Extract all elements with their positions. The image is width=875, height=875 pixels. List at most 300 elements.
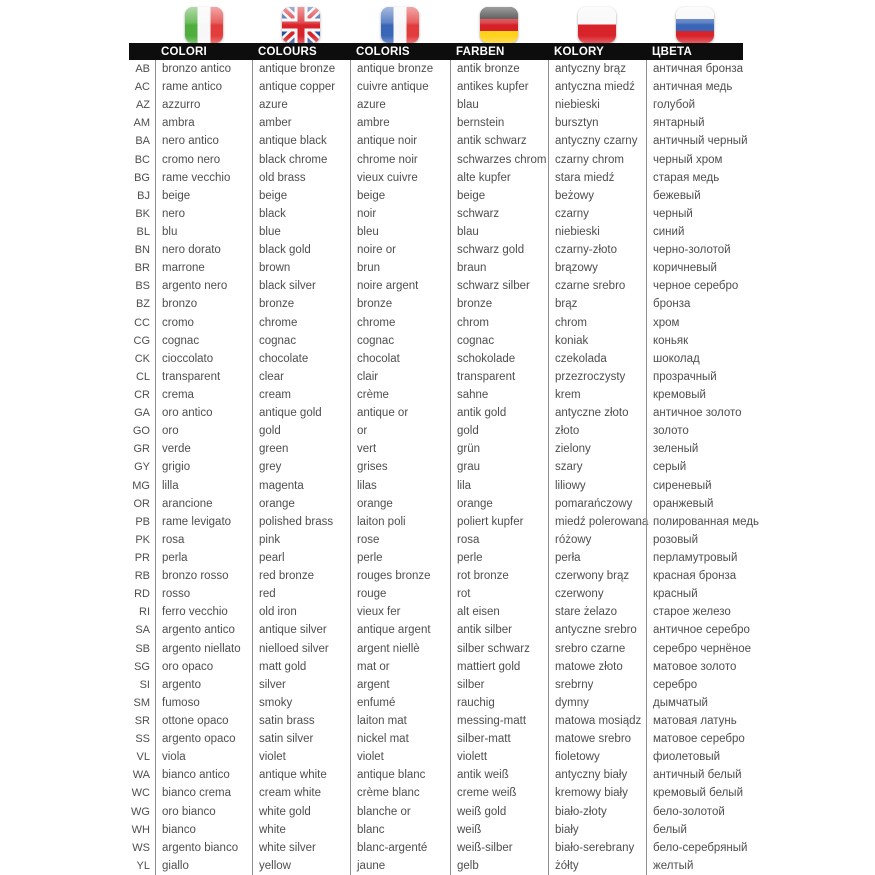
cell-fr: nickel mat [350, 730, 450, 748]
cell-ru: матовое золото [646, 658, 875, 676]
cell-fr: bronze [350, 295, 450, 313]
table-row [129, 477, 875, 495]
cell-it: bianco crema [155, 784, 252, 802]
cell-fr: laiton poli [350, 513, 450, 531]
table-row [129, 114, 875, 132]
cell-en: cognac [252, 332, 350, 350]
table-row [129, 458, 875, 476]
cell-fr: jaune [350, 857, 450, 875]
table-row [129, 96, 875, 114]
table-row [129, 640, 875, 658]
cell-fr: mat or [350, 658, 450, 676]
cell-de: schwarz gold [450, 241, 548, 259]
cell-it: bronzo [155, 295, 252, 313]
cell-de: creme weiß [450, 784, 548, 802]
table-row [129, 676, 875, 694]
cell-en: cream white [252, 784, 350, 802]
cell-fr: orange [350, 495, 450, 513]
cell-ru: матовая латунь [646, 712, 875, 730]
cell-it: oro [155, 422, 252, 440]
cell-de: antikes kupfer [450, 78, 548, 96]
cell-code: CK [134, 352, 150, 365]
column-header-fr: COLORIS [356, 45, 410, 58]
cell-de: bronze [450, 295, 548, 313]
cell-de: silber [450, 676, 548, 694]
cell-de: schokolade [450, 350, 548, 368]
cell-code: SM [133, 696, 150, 709]
cell-it: bianco [155, 821, 252, 839]
cell-en: satin silver [252, 730, 350, 748]
table-row [129, 585, 875, 603]
cell-it: oro bianco [155, 802, 252, 820]
cell-ru: кремовый белый [646, 784, 875, 802]
cell-pl: antyczny brąz [548, 60, 646, 78]
cell-fr: vert [350, 440, 450, 458]
cell-code: RI [139, 606, 150, 619]
cell-code: GY [134, 461, 150, 474]
cell-code: CL [135, 370, 150, 383]
table-row [129, 549, 875, 567]
cell-code: WH [131, 823, 150, 836]
cell-en: silver [252, 676, 350, 694]
cell-fr: or [350, 422, 450, 440]
cell-de: rosa [450, 531, 548, 549]
cell-de: perle [450, 549, 548, 567]
poland-flag-icon [578, 7, 616, 43]
cell-it: fumoso [155, 694, 252, 712]
cell-ru: оранжевый [646, 495, 875, 513]
cell-it: rame antico [155, 78, 252, 96]
cell-ru: прозрачный [646, 368, 875, 386]
cell-ru: античный черный [646, 132, 875, 150]
cell-pl: różowy [548, 531, 646, 549]
table-row [129, 821, 875, 839]
table-row [129, 60, 875, 78]
cell-it: argento niellato [155, 640, 252, 658]
cell-de: antik bronze [450, 60, 548, 78]
cell-code: AM [133, 117, 150, 130]
cell-de: bernstein [450, 114, 548, 132]
cell-fr: argent [350, 676, 450, 694]
cell-code: CC [134, 316, 150, 329]
cell-de: silber schwarz [450, 640, 548, 658]
cell-en: antique gold [252, 404, 350, 422]
flag-gloss [185, 7, 223, 43]
cell-code: BS [135, 280, 150, 293]
cell-pl: antyczne srebro [548, 621, 646, 639]
column-header-en: COLOURS [258, 45, 317, 58]
cell-code: SG [134, 660, 150, 673]
cell-fr: chrome noir [350, 151, 450, 169]
cell-code: BL [136, 226, 150, 239]
cell-it: oro antico [155, 404, 252, 422]
cell-pl: bursztyn [548, 114, 646, 132]
cell-en: pink [252, 531, 350, 549]
cell-fr: blanche or [350, 802, 450, 820]
cell-code: BG [134, 171, 150, 184]
cell-fr: rouges bronze [350, 567, 450, 585]
flag-gloss [480, 7, 518, 43]
cell-it: argento opaco [155, 730, 252, 748]
cell-de: lila [450, 477, 548, 495]
cell-pl: niebieski [548, 223, 646, 241]
cell-it: bianco antico [155, 766, 252, 784]
cell-de: cognac [450, 332, 548, 350]
cell-pl: czerwony brąz [548, 567, 646, 585]
cell-en: antique white [252, 766, 350, 784]
cell-pl: matowe złoto [548, 658, 646, 676]
russia-flag-icon [676, 7, 714, 43]
cell-ru: хром [646, 314, 875, 332]
flag-gloss [676, 7, 714, 43]
cell-code: PR [134, 552, 150, 564]
cell-pl: żółty [548, 857, 646, 875]
cell-it: azzurro [155, 96, 252, 114]
cell-en: azure [252, 96, 350, 114]
cell-en: gold [252, 422, 350, 440]
cell-fr: perle [350, 549, 450, 567]
cell-de: beige [450, 187, 548, 205]
uk-flag-icon [282, 7, 320, 43]
cell-pl: srebrny [548, 676, 646, 694]
cell-code: BC [134, 153, 150, 166]
cell-fr: antique or [350, 404, 450, 422]
column-header-ru: ЦВЕТА [652, 45, 692, 58]
cell-it: oro opaco [155, 658, 252, 676]
cell-de: messing-matt [450, 712, 548, 730]
cell-pl: biało-złoty [548, 802, 646, 820]
cell-en: satin brass [252, 712, 350, 730]
cell-en: blue [252, 223, 350, 241]
cell-ru: бело-золотой [646, 802, 875, 820]
cell-code: RD [134, 588, 150, 601]
cell-pl: czarny chrom [548, 151, 646, 169]
cell-de: blau [450, 96, 548, 114]
table-row [129, 350, 875, 368]
cell-code: VL [136, 751, 150, 764]
cell-pl: czekolada [548, 350, 646, 368]
cell-code: BK [135, 207, 150, 220]
cell-de: chrom [450, 314, 548, 332]
cell-en: white silver [252, 839, 350, 857]
cell-pl: antyczny czarny [548, 132, 646, 150]
cell-code: PB [135, 515, 150, 528]
cell-code: WA [132, 769, 150, 782]
cell-code: OR [133, 497, 150, 510]
cell-pl: czarne srebro [548, 277, 646, 295]
cell-de: mattiert gold [450, 658, 548, 676]
cell-pl: antyczny biały [548, 766, 646, 784]
cell-code: CG [133, 334, 150, 347]
table-row [129, 241, 875, 259]
cell-it: ambra [155, 114, 252, 132]
cell-it: beige [155, 187, 252, 205]
cell-ru: старое железо [646, 603, 875, 621]
cell-en: cream [252, 386, 350, 404]
cell-ru: зеленый [646, 440, 875, 458]
cell-de: transparent [450, 368, 548, 386]
cell-ru: перламутровый [646, 549, 875, 567]
cell-it: argento bianco [155, 839, 252, 857]
cell-fr: azure [350, 96, 450, 114]
cell-pl: chrom [548, 314, 646, 332]
cell-code: SI [139, 678, 150, 691]
cell-fr: brun [350, 259, 450, 277]
cell-code: SR [134, 714, 150, 727]
cell-ru: старая медь [646, 169, 875, 187]
cell-en: amber [252, 114, 350, 132]
cell-it: rame levigato [155, 513, 252, 531]
cell-en: brown [252, 259, 350, 277]
cell-ru: фиолетовый [646, 748, 875, 766]
cell-code: GR [133, 443, 150, 456]
cell-ru: бежевый [646, 187, 875, 205]
cell-it: argento nero [155, 277, 252, 295]
table-row [129, 78, 875, 96]
cell-pl: brązowy [548, 259, 646, 277]
table-row [129, 495, 875, 513]
cell-pl: dymny [548, 694, 646, 712]
cell-de: gold [450, 422, 548, 440]
cell-de: schwarzes chrom [450, 151, 548, 169]
table-row [129, 621, 875, 639]
table-row [129, 658, 875, 676]
cell-en: violet [252, 748, 350, 766]
cell-code: SS [135, 733, 150, 746]
cell-en: bronze [252, 295, 350, 313]
cell-de: schwarz silber [450, 277, 548, 295]
table-row [129, 712, 875, 730]
table-row [129, 694, 875, 712]
cell-ru: золото [646, 422, 875, 440]
cell-pl: zielony [548, 440, 646, 458]
cell-ru: синий [646, 223, 875, 241]
cell-pl: pomarańczowy [548, 495, 646, 513]
table-row [129, 567, 875, 585]
table-row [129, 422, 875, 440]
cell-en: grey [252, 458, 350, 476]
cell-pl: brąz [548, 295, 646, 313]
cell-ru: черно-золотой [646, 241, 875, 259]
cell-ru: матовое серебро [646, 730, 875, 748]
cell-en: antique bronze [252, 60, 350, 78]
cell-en: nielloed silver [252, 640, 350, 658]
cell-fr: clair [350, 368, 450, 386]
color-table [129, 60, 875, 875]
cell-code: BZ [135, 298, 150, 311]
cell-pl: miedź polerowana [548, 513, 646, 531]
table-row [129, 368, 875, 386]
table-row [129, 223, 875, 241]
cell-de: weiß-silber [450, 839, 548, 857]
cell-en: white gold [252, 802, 350, 820]
cell-it: blu [155, 223, 252, 241]
cell-de: antik gold [450, 404, 548, 422]
cell-ru: бело-серебряный [646, 839, 875, 857]
cell-code: WS [132, 841, 150, 854]
cell-de: gelb [450, 857, 548, 875]
cell-it: transparent [155, 368, 252, 386]
cell-it: rosso [155, 585, 252, 603]
cell-de: violett [450, 748, 548, 766]
cell-ru: красный [646, 585, 875, 603]
table-row [129, 839, 875, 857]
cell-en: white [252, 821, 350, 839]
table-row [129, 132, 875, 150]
cell-it: viola [155, 748, 252, 766]
cell-pl: antyczne złoto [548, 404, 646, 422]
cell-fr: lilas [350, 477, 450, 495]
cell-ru: дымчатый [646, 694, 875, 712]
italy-flag-icon [185, 7, 223, 43]
cell-fr: enfumé [350, 694, 450, 712]
cell-ru: желтый [646, 857, 875, 875]
cell-code: BA [135, 135, 150, 148]
cell-it: verde [155, 440, 252, 458]
cell-fr: laiton mat [350, 712, 450, 730]
cell-fr: antique blanc [350, 766, 450, 784]
cell-en: clear [252, 368, 350, 386]
cell-pl: liliowy [548, 477, 646, 495]
cell-de: alt eisen [450, 603, 548, 621]
table-row [129, 603, 875, 621]
cell-pl: stara miedź [548, 169, 646, 187]
cell-de: schwarz [450, 205, 548, 223]
cell-pl: srebro czarne [548, 640, 646, 658]
cell-code: AC [134, 81, 150, 94]
cell-it: bronzo antico [155, 60, 252, 78]
cell-fr: vieux cuivre [350, 169, 450, 187]
flag-gloss [381, 7, 419, 43]
cell-pl: szary [548, 458, 646, 476]
cell-pl: biało-serebrany [548, 839, 646, 857]
cell-fr: crème [350, 386, 450, 404]
cell-code: RB [134, 570, 150, 583]
cell-en: antique black [252, 132, 350, 150]
cell-ru: черный хром [646, 151, 875, 169]
cell-code: CR [134, 389, 150, 402]
table-row [129, 169, 875, 187]
france-flag-icon [381, 7, 419, 43]
cell-fr: bleu [350, 223, 450, 241]
cell-it: nero dorato [155, 241, 252, 259]
cell-en: antique silver [252, 621, 350, 639]
cell-pl: antyczna miedź [548, 78, 646, 96]
cell-fr: antique argent [350, 621, 450, 639]
cell-pl: niebieski [548, 96, 646, 114]
cell-pl: matowa mosiądz [548, 712, 646, 730]
cell-ru: розовый [646, 531, 875, 549]
cell-pl: złoto [548, 422, 646, 440]
cell-ru: античный белый [646, 766, 875, 784]
cell-pl: stare żelazo [548, 603, 646, 621]
cell-en: smoky [252, 694, 350, 712]
cell-it: arancione [155, 495, 252, 513]
cell-en: polished brass [252, 513, 350, 531]
cell-en: old iron [252, 603, 350, 621]
cell-pl: beżowy [548, 187, 646, 205]
cell-fr: ambre [350, 114, 450, 132]
cell-code: GO [132, 425, 150, 438]
cell-ru: коричневый [646, 259, 875, 277]
cell-it: bronzo rosso [155, 567, 252, 585]
cell-en: chrome [252, 314, 350, 332]
cell-ru: черный [646, 205, 875, 223]
cell-de: alte kupfer [450, 169, 548, 187]
cell-en: magenta [252, 477, 350, 495]
cell-it: ferro vecchio [155, 603, 252, 621]
cell-en: red bronze [252, 567, 350, 585]
cell-ru: серый [646, 458, 875, 476]
cell-ru: янтарный [646, 114, 875, 132]
cell-de: silber-matt [450, 730, 548, 748]
table-row [129, 404, 875, 422]
cell-en: beige [252, 187, 350, 205]
cell-en: yellow [252, 857, 350, 875]
cell-fr: violet [350, 748, 450, 766]
cell-code: PK [135, 533, 150, 546]
cell-de: rot [450, 585, 548, 603]
cell-pl: przezroczysty [548, 368, 646, 386]
cell-en: old brass [252, 169, 350, 187]
cell-code: YL [136, 859, 150, 872]
cell-en: black gold [252, 241, 350, 259]
cell-pl: czerwony [548, 585, 646, 603]
cell-fr: blanc [350, 821, 450, 839]
cell-fr: vieux fer [350, 603, 450, 621]
cell-ru: серебро чернёное [646, 640, 875, 658]
cell-code: AZ [135, 99, 150, 112]
cell-it: rame vecchio [155, 169, 252, 187]
cell-en: chocolate [252, 350, 350, 368]
cell-ru: античная медь [646, 78, 875, 96]
cell-fr: crème blanc [350, 784, 450, 802]
cell-en: orange [252, 495, 350, 513]
cell-ru: белый [646, 821, 875, 839]
cell-de: antik silber [450, 621, 548, 639]
table-row [129, 513, 875, 531]
cell-de: blau [450, 223, 548, 241]
table-row [129, 730, 875, 748]
cell-de: rauchig [450, 694, 548, 712]
cell-fr: blanc-argenté [350, 839, 450, 857]
cell-ru: античное золото [646, 404, 875, 422]
table-row [129, 332, 875, 350]
cell-it: cromo nero [155, 151, 252, 169]
cell-fr: noire or [350, 241, 450, 259]
cell-ru: шоколад [646, 350, 875, 368]
cell-it: crema [155, 386, 252, 404]
cell-ru: коньяк [646, 332, 875, 350]
table-row [129, 205, 875, 223]
germany-flag-icon [480, 7, 518, 43]
cell-en: matt gold [252, 658, 350, 676]
cell-it: cioccolato [155, 350, 252, 368]
table-row [129, 314, 875, 332]
flag-gloss [282, 7, 320, 43]
table-row [129, 295, 875, 313]
cell-it: marrone [155, 259, 252, 277]
cell-ru: античное серебро [646, 621, 875, 639]
cell-en: black chrome [252, 151, 350, 169]
table-row [129, 748, 875, 766]
table-header-bar [129, 43, 743, 60]
cell-fr: chrome [350, 314, 450, 332]
cell-code: GA [134, 407, 150, 420]
cell-en: black silver [252, 277, 350, 295]
cell-de: orange [450, 495, 548, 513]
cell-ru: кремовый [646, 386, 875, 404]
